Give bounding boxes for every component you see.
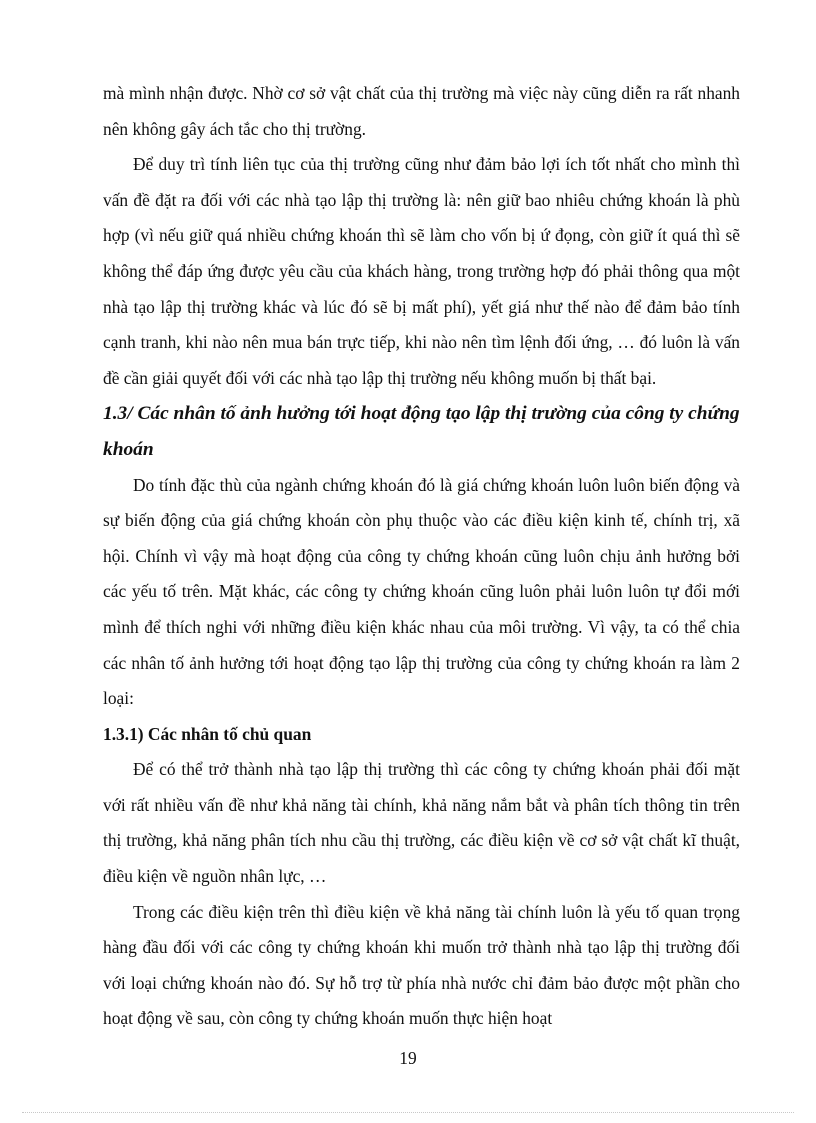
paragraph-factors-intro: Do tính đặc thù của ngành chứng khoán đó là giá chứng khoán luôn luôn biến động và sự biến động của giá chứng khoán còn phụ thuộc vào các điều kiện kinh tế, chính trị, xã hội. Chính vì vậy mà hoạt động của công ty chứng khoán cũng luôn chịu ảnh hưởng bởi các yếu tố trên. Mặt khác, các công ty chứng khoán cũng luôn phải luôn luôn tự đổi mới mình để thích nghi với những điều kiện khác nhau của môi trường. Vì vậy, ta có thể chia các nhân tố ảnh hưởng tới hoạt động tạo lập thị trường của công ty chứng khoán ra làm 2 loại: (103, 474, 740, 709)
paragraph-market-maker-issues: Để duy trì tính liên tục của thị trường cũng như đảm bảo lợi ích tốt nhất cho mình thì vấn đề đặt ra đối với các nhà tạo lập thị trường là: nên giữ bao nhiêu chứng khoán là phù hợp (vì nếu giữ quá nhiều chứng khoán thì sẽ làm cho vốn bị ứ đọng, còn giữ ít quá thì sẽ không thể đáp ứng được yêu cầu của khách hàng, trong trường hợp đó phải thông qua một nhà tạo lập thị trường khác và lúc đó sẽ bị mất phí), yết giá như thế nào để đảm bảo tính cạnh tranh, khi nào nên mua bán trực tiếp, khi nào nên tìm lệnh đối ứng, … đó luôn là vấn đề cần giải quyết đối với các nhà tạo lập thị trường nếu không muốn bị thất bại. (103, 154, 740, 388)
section-heading: 1.3/ Các nhân tố ảnh hưởng tới hoạt động tạo lập thị trường của công ty chứng khoán (103, 403, 740, 460)
paragraph-subjective-factors: Để có thể trở thành nhà tạo lập thị trường thì các công ty chứng khoán phải đối mặt với rất nhiều vấn đề như khả năng tài chính, khả năng nắm bắt và phân tích thông tin trên thị trường, khả năng phân tích nhu cầu thị trường, các điều kiện về cơ sở vật chất kĩ thuật, điều kiện về nguồn nhân lực, … (103, 759, 740, 887)
paragraph-financial-capacity: Trong các điều kiện trên thì điều kiện về khả năng tài chính luôn là yếu tố quan trọng hàng đầu đối với các công ty chứng khoán khi muốn trở thành nhà tạo lập thị trường đối với loại chứng khoán nào đó. Sự hỗ trợ từ phía nhà nước chỉ đảm bảo được một phần cho hoạt động về sau, còn công ty chứng khoán muốn thực hiện hoạt (103, 901, 740, 1029)
page-number: 19 (399, 1048, 417, 1068)
page-bottom-edge (22, 1112, 794, 1113)
page-content (103, 76, 740, 1037)
subsection-heading: 1.3.1) Các nhân tố chủ quan (103, 723, 312, 744)
paragraph-continuation: mà mình nhận được. Nhờ cơ sở vật chất của thị trường mà việc này cũng diễn ra rất nhanh nên không gây ách tắc cho thị trường. (103, 83, 740, 139)
